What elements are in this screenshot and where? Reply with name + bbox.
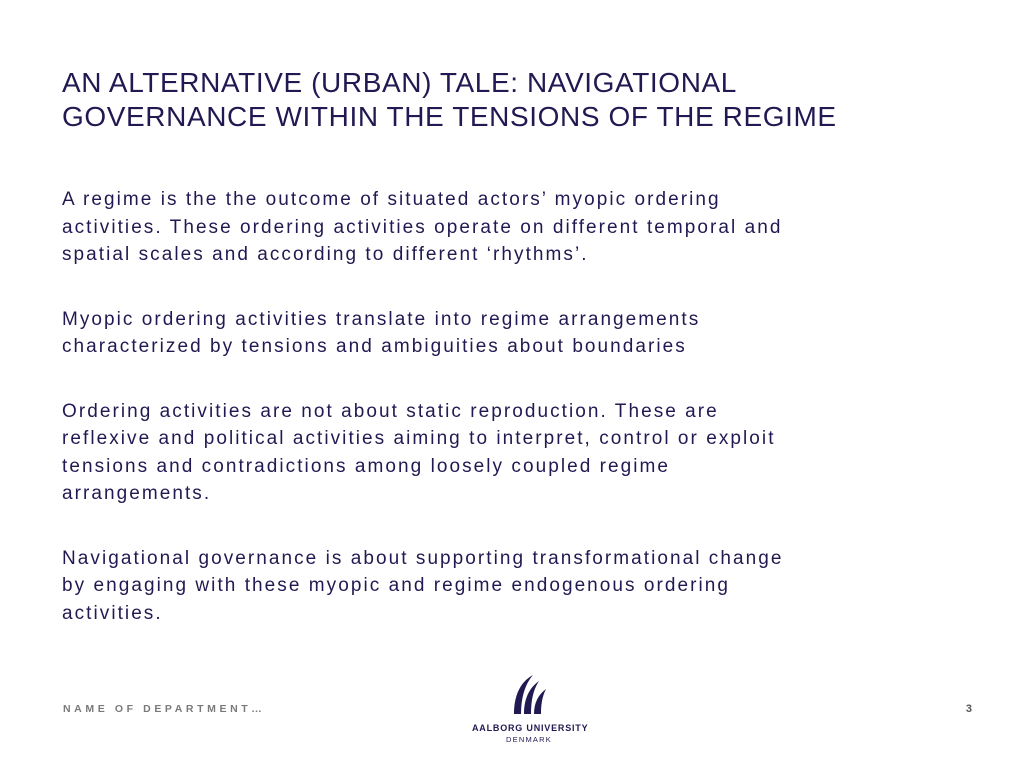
body-paragraph [62, 398, 982, 508]
body-line: Ordering activities are not about static reproduction. These are [62, 400, 719, 422]
slide-title-line: AN ALTERNATIVE (URBAN) TALE: NAVIGATIONAL [62, 67, 737, 98]
page-number: 3 [965, 703, 972, 715]
body-line: activities. [62, 602, 163, 624]
aalborg-university-logo-icon [506, 672, 552, 718]
body-line: reflexive and political activities aiming to interpret, control or exploit [62, 428, 776, 449]
body-line: tensions and contradictions among loosely coupled regime [62, 455, 671, 477]
body-paragraph [62, 186, 982, 269]
body-line: Navigational governance is about supporting transformational change [62, 547, 784, 569]
slide-title [62, 66, 992, 134]
body-line: spatial scales and according to different ‘rhythms’. [62, 244, 589, 265]
slide-body [62, 186, 982, 664]
body-line: arrangements. [62, 483, 212, 504]
body-line: activities. These ordering activities operate on different temporal and [62, 216, 783, 238]
university-country: DENMARK [506, 735, 552, 744]
university-logo [472, 672, 589, 754]
body-line: A regime is the the outcome of situated actors’ myopic ordering [62, 189, 721, 210]
body-paragraph [62, 306, 982, 361]
body-paragraph [62, 545, 982, 628]
body-line: characterized by tensions and ambiguities about boundaries [62, 336, 687, 357]
department-name: NAME OF DEPARTMENT… [63, 703, 266, 715]
slide-title-line: GOVERNANCE WITHIN THE TENSIONS OF THE REGIME [62, 101, 837, 132]
university-name: AALBORG UNIVERSITY [472, 723, 589, 733]
body-line: Myopic ordering activities translate into regime arrangements [62, 308, 701, 330]
body-line: by engaging with these myopic and regime endogenous ordering [62, 575, 731, 596]
